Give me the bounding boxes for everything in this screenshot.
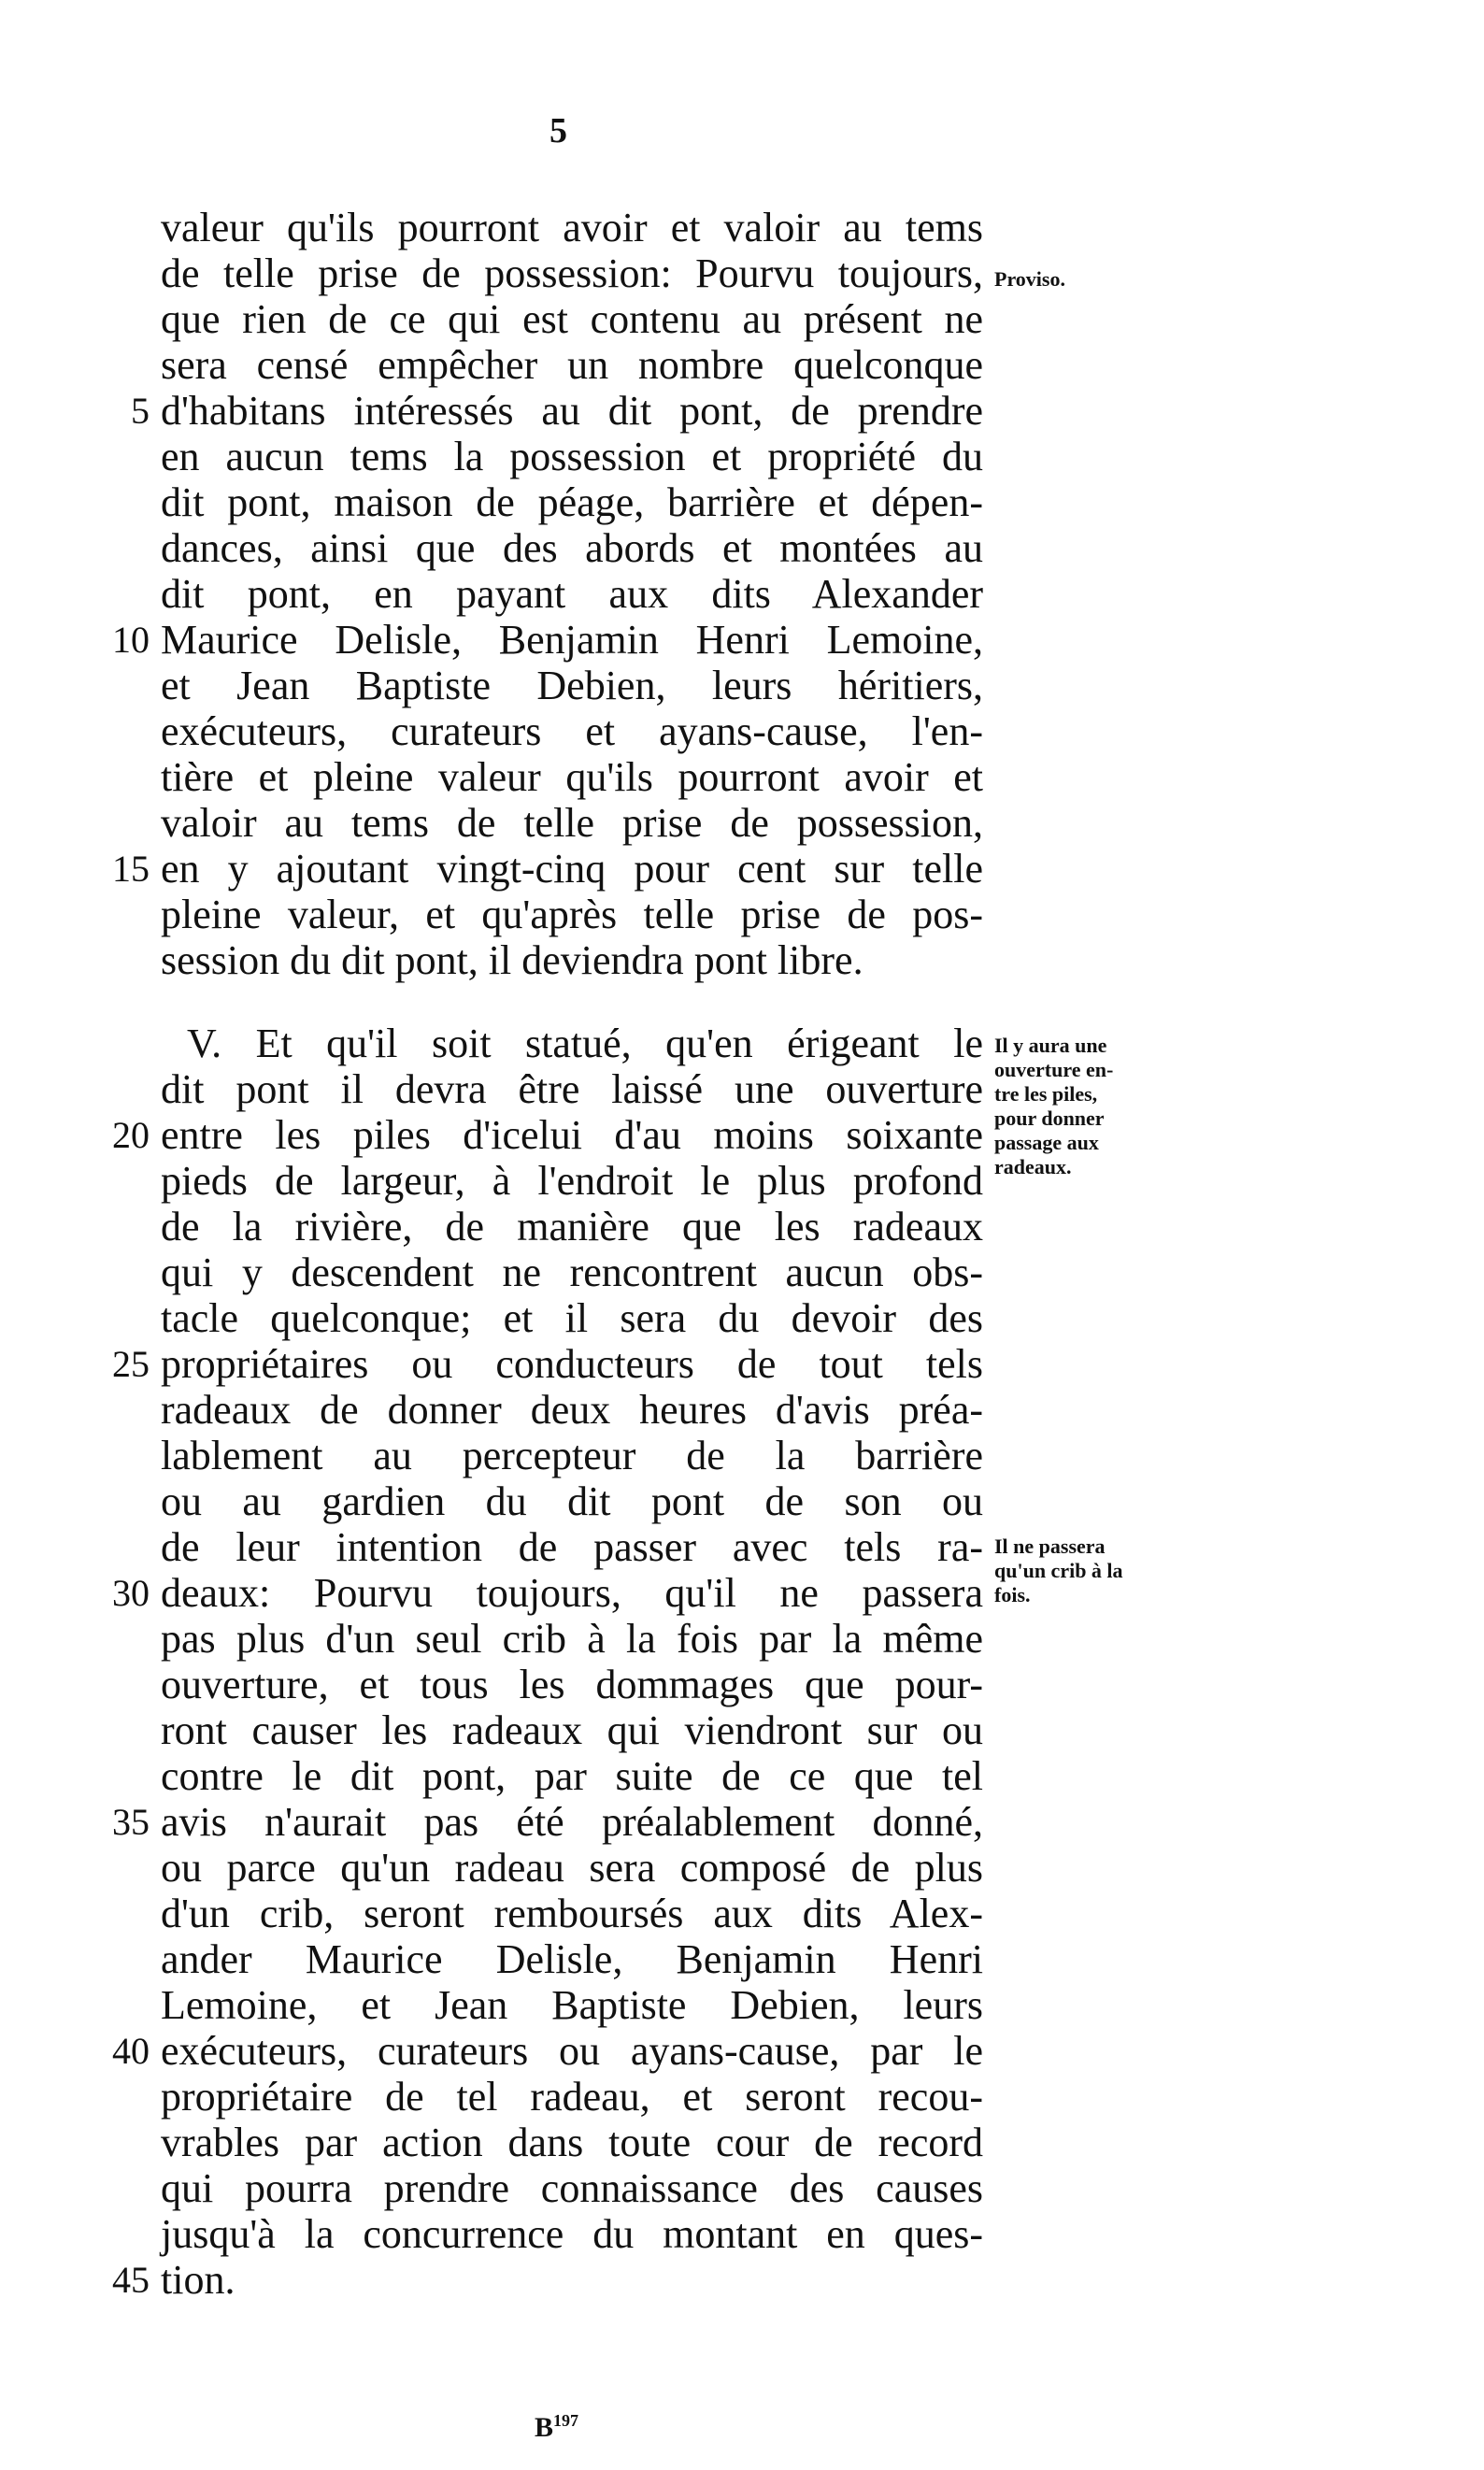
- margin-note-opening: [994, 1034, 1191, 1179]
- body-line: en aucun tems la possession et propriété du: [161, 434, 983, 479]
- line-number: 25: [112, 1343, 150, 1385]
- body-line: de leur intention de passer avec tels ra-: [161, 1524, 983, 1570]
- body-line: deaux: Pourvu toujours, qu'il ne passera: [161, 1570, 983, 1616]
- section-heading-line: V. Et qu'il soit statué, qu'en érigeant le: [187, 1021, 983, 1066]
- body-line: de la rivière, de manière que les radeaux: [161, 1204, 983, 1249]
- body-line: lablement au percepteur de la barrière: [161, 1433, 983, 1478]
- line-number: 45: [112, 2259, 150, 2301]
- body-line: d'habitans intéressés au dit pont, de prendre: [161, 388, 983, 434]
- line-number: 40: [112, 2030, 150, 2072]
- margin-note-line: radeaux.: [994, 1155, 1072, 1178]
- margin-note-line: qu'un crib à la: [994, 1559, 1123, 1582]
- margin-note-line: fois.: [994, 1583, 1031, 1606]
- body-line: tière et pleine valeur qu'ils pourront avoir et: [161, 754, 983, 800]
- line-number: 30: [112, 1572, 150, 1614]
- body-line: qui y descendent ne rencontrent aucun obs-: [161, 1249, 983, 1295]
- signature-number: 197: [553, 2411, 579, 2430]
- body-line: Maurice Delisle, Benjamin Henri Lemoine,: [161, 617, 983, 663]
- margin-note-proviso: Proviso.: [994, 267, 1065, 291]
- body-line: propriétaire de tel radeau, et seront recou-: [161, 2074, 983, 2120]
- body-line: pas plus d'un seul crib à la fois par la même: [161, 1616, 983, 1662]
- line-number: 20: [112, 1114, 150, 1156]
- margin-note-crib: [994, 1535, 1191, 1607]
- body-line: dit pont il devra être laissé une ouverture: [161, 1066, 983, 1112]
- body-line: ouverture, et tous les dommages que pour-: [161, 1662, 983, 1707]
- body-line: valoir au tems de telle prise de possession,: [161, 800, 983, 846]
- page-number: 5: [549, 111, 567, 150]
- body-line: que rien de ce qui est contenu au présent ne: [161, 296, 983, 342]
- body-line: exécuteurs, curateurs ou ayans-cause, par le: [161, 2028, 983, 2074]
- body-line: ou au gardien du dit pont de son ou: [161, 1478, 983, 1524]
- body-line: avis n'aurait pas été préalablement donné,: [161, 1799, 983, 1845]
- body-line: ander Maurice Delisle, Benjamin Henri: [161, 1936, 983, 1982]
- margin-note-line: passage aux: [994, 1131, 1099, 1154]
- signature-mark: [535, 2411, 578, 2444]
- margin-note-line: Il ne passera: [994, 1535, 1106, 1558]
- body-line: pleine valeur, et qu'après telle prise de pos-: [161, 892, 983, 937]
- body-line: tacle quelconque; et il sera du devoir des: [161, 1295, 983, 1341]
- body-line: en y ajoutant vingt-cinq pour cent sur telle: [161, 846, 983, 892]
- body-line: radeaux de donner deux heures d'avis préa-: [161, 1387, 983, 1433]
- line-number: 15: [112, 848, 150, 890]
- margin-note-line: ouverture en-: [994, 1058, 1114, 1081]
- margin-note-line: pour donner: [994, 1107, 1105, 1130]
- margin-note-line: Il y aura une: [994, 1034, 1107, 1057]
- body-line: exécuteurs, curateurs et ayans-cause, l'en-: [161, 708, 983, 754]
- signature-letter: B: [535, 2412, 554, 2443]
- body-line: ront causer les radeaux qui viendront sur ou: [161, 1707, 983, 1753]
- body-line: et Jean Baptiste Debien, leurs héritiers,: [161, 663, 983, 708]
- body-line: dances, ainsi que des abords et montées au: [161, 525, 983, 571]
- body-line: sera censé empêcher un nombre quelconque: [161, 342, 983, 388]
- line-number: 10: [112, 619, 150, 661]
- body-line: session du dit pont, il deviendra pont libre.: [161, 937, 863, 983]
- body-line: dit pont, en payant aux dits Alexander: [161, 571, 983, 617]
- body-line: entre les piles d'icelui d'au moins soixante: [161, 1112, 983, 1158]
- body-line: de telle prise de possession: Pourvu toujours,: [161, 250, 983, 296]
- body-line: propriétaires ou conducteurs de tout tels: [161, 1341, 983, 1387]
- body-line: jusqu'à la concurrence du montant en ques-: [161, 2211, 983, 2257]
- body-line: pieds de largeur, à l'endroit le plus profond: [161, 1158, 983, 1204]
- body-line: ou parce qu'un radeau sera composé de plus: [161, 1845, 983, 1891]
- body-line: vrables par action dans toute cour de record: [161, 2120, 983, 2165]
- body-line: contre le dit pont, par suite de ce que tel: [161, 1753, 983, 1799]
- line-number: 35: [112, 1801, 150, 1843]
- body-line: Lemoine, et Jean Baptiste Debien, leurs: [161, 1982, 983, 2028]
- body-line: d'un crib, seront remboursés aux dits Alex-: [161, 1891, 983, 1936]
- body-line: tion.: [161, 2257, 235, 2303]
- margin-note-line: tre les piles,: [994, 1082, 1098, 1106]
- body-line: dit pont, maison de péage, barrière et dépen-: [161, 479, 983, 525]
- body-line: valeur qu'ils pourront avoir et valoir au tems: [161, 205, 983, 250]
- body-line: qui pourra prendre connaissance des causes: [161, 2165, 983, 2211]
- line-number: 5: [131, 390, 150, 432]
